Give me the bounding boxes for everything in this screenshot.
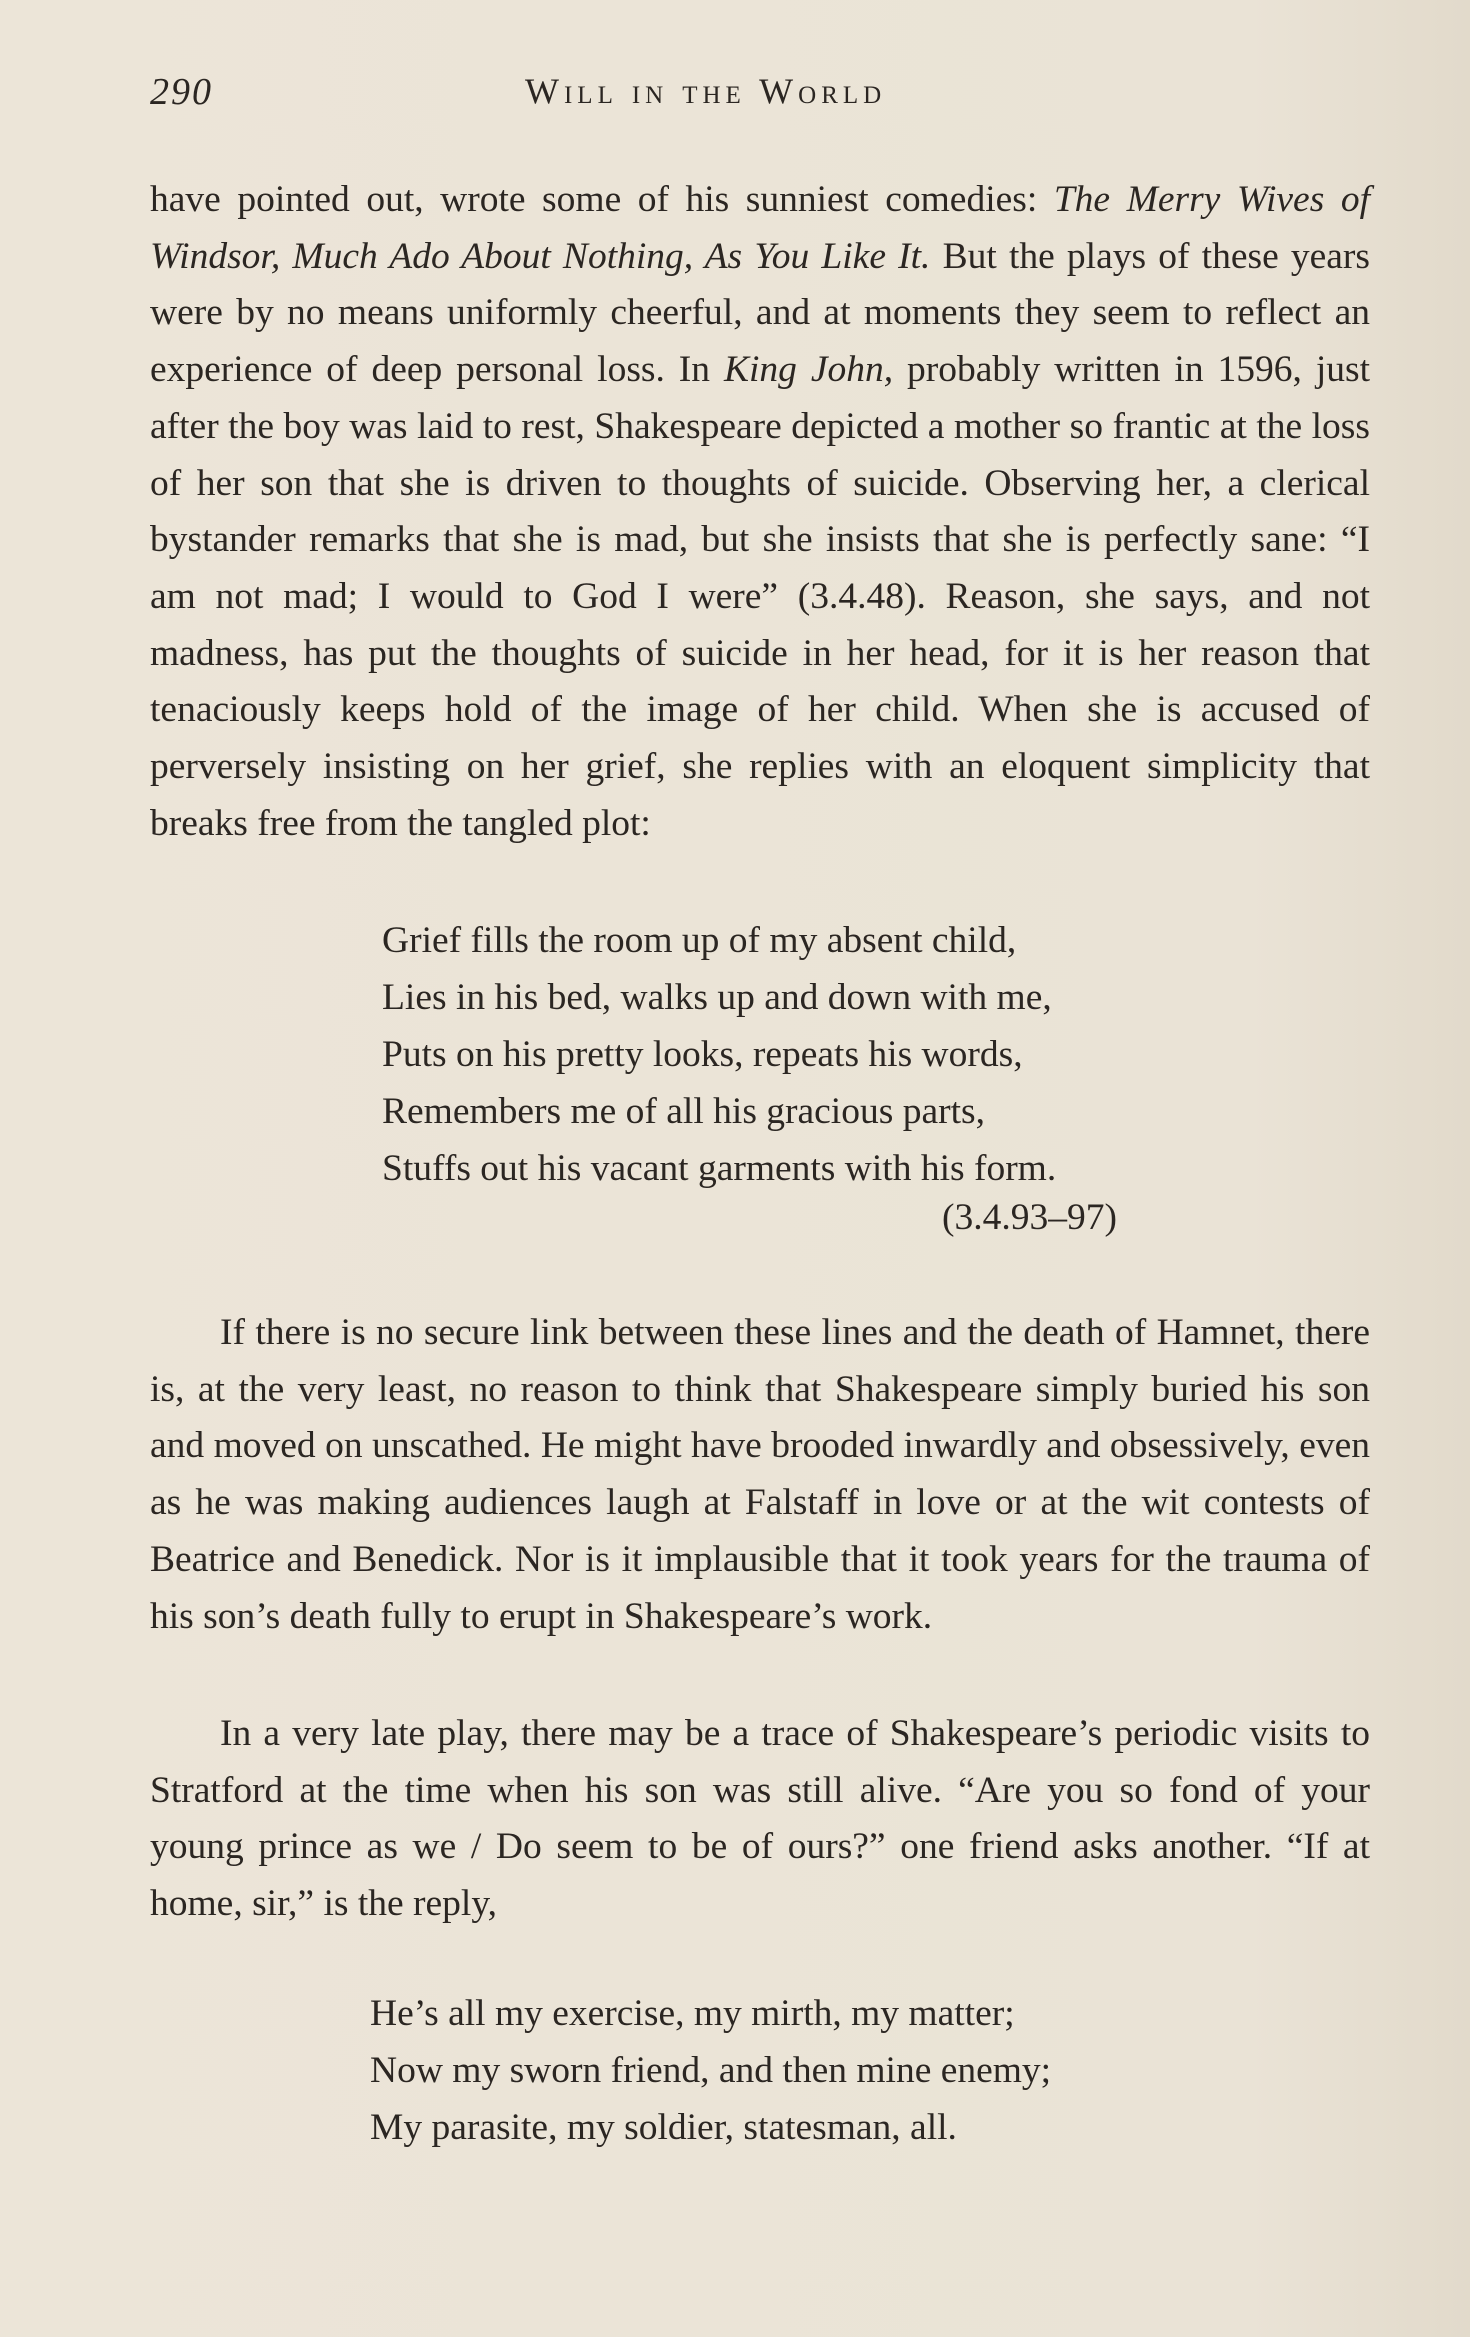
paragraph-3-text: In a very late play, there may be a trace of Shakespeare’s periodic visits to Stratford at the time when his son was still alive. “Are you so fond of your young prince as we / Do seem to be of ours?” one friend asks another. “If at home, sir,” is the reply, [150, 1713, 1370, 1925]
verse-1-line-2: Lies in his bed, walks up and down with me, [382, 977, 1052, 1018]
verse-2-line-1: He’s all my exercise, my mirth, my matter; [370, 1993, 1015, 2034]
paragraph-1-text [150, 172, 1370, 852]
verse-1-line-4: Remembers me of all his gracious parts, [382, 1091, 985, 1132]
verse-1-line-3: Puts on his pretty looks, repeats his words, [382, 1034, 1023, 1075]
paragraph-2 [150, 1305, 1370, 1645]
verse-2-line-2: Now my sworn friend, and then mine enemy; [370, 2050, 1052, 2091]
play-title-king-john: King John, [723, 349, 894, 391]
paragraph-1-part-1: have pointed out, wrote some of his sunniest comedies: [150, 179, 1054, 220]
play-titles-comedies: The Merry Wives of Windsor, Much Ado About Nothing, As You Like It. [150, 179, 1370, 277]
running-head [150, 70, 1370, 120]
verse-quote-1 [382, 912, 1056, 1197]
paragraph-1 [150, 172, 1370, 852]
running-title: Will in the World [525, 71, 887, 111]
verse-2-line-3: My parasite, my soldier, statesman, all. [370, 2107, 957, 2148]
verse-1-citation: (3.4.93–97) [942, 1197, 1117, 1238]
verse-quote-2 [370, 1985, 1051, 2156]
page-number: 290 [150, 71, 213, 113]
paragraph-2-text: If there is no secure link between these lines and the death of Hamnet, there is, at the very least, no reason to think that Shakespeare simply buried his son and moved on unscathed. He might have brooded inwardly and obsessively, even as he was making audiences laugh at Falstaff in love or at the wit contests of Beatrice and Benedick. Nor is it implausible that it took years for the trauma of his son’s death fully to erupt in Shakespeare’s work. [150, 1312, 1370, 1637]
verse-1-line-5: Stuffs out his vacant garments with his form. [382, 1148, 1057, 1189]
paragraph-3 [150, 1706, 1370, 1933]
verse-1-line-1: Grief fills the room up of my absent child, [382, 920, 1017, 961]
paragraph-1-part-3: probably written in 1596, just after the boy was laid to rest, Shakespeare depicted a mother so frantic at the loss of her son that she is driven to thoughts of suicide. Observing her, a clerical bystander remarks that she is mad, but she insists that she is perfectly sane: “I am not mad; I would to God I were” (3.4.48). Reason, she says, and not madness, has put the thoughts of suicide in her head, for it is her reason that tenaciously keeps hold of the image of her child. When she is accused of perversely insisting on her grief, she replies with an eloquent simplicity that breaks free from the tangled plot: [150, 349, 1371, 844]
paragraph-1-part-2: But the plays of these years were by no means uniformly cheerful, and at moments they seem to reflect an experience of deep personal loss. In [150, 235, 1370, 391]
